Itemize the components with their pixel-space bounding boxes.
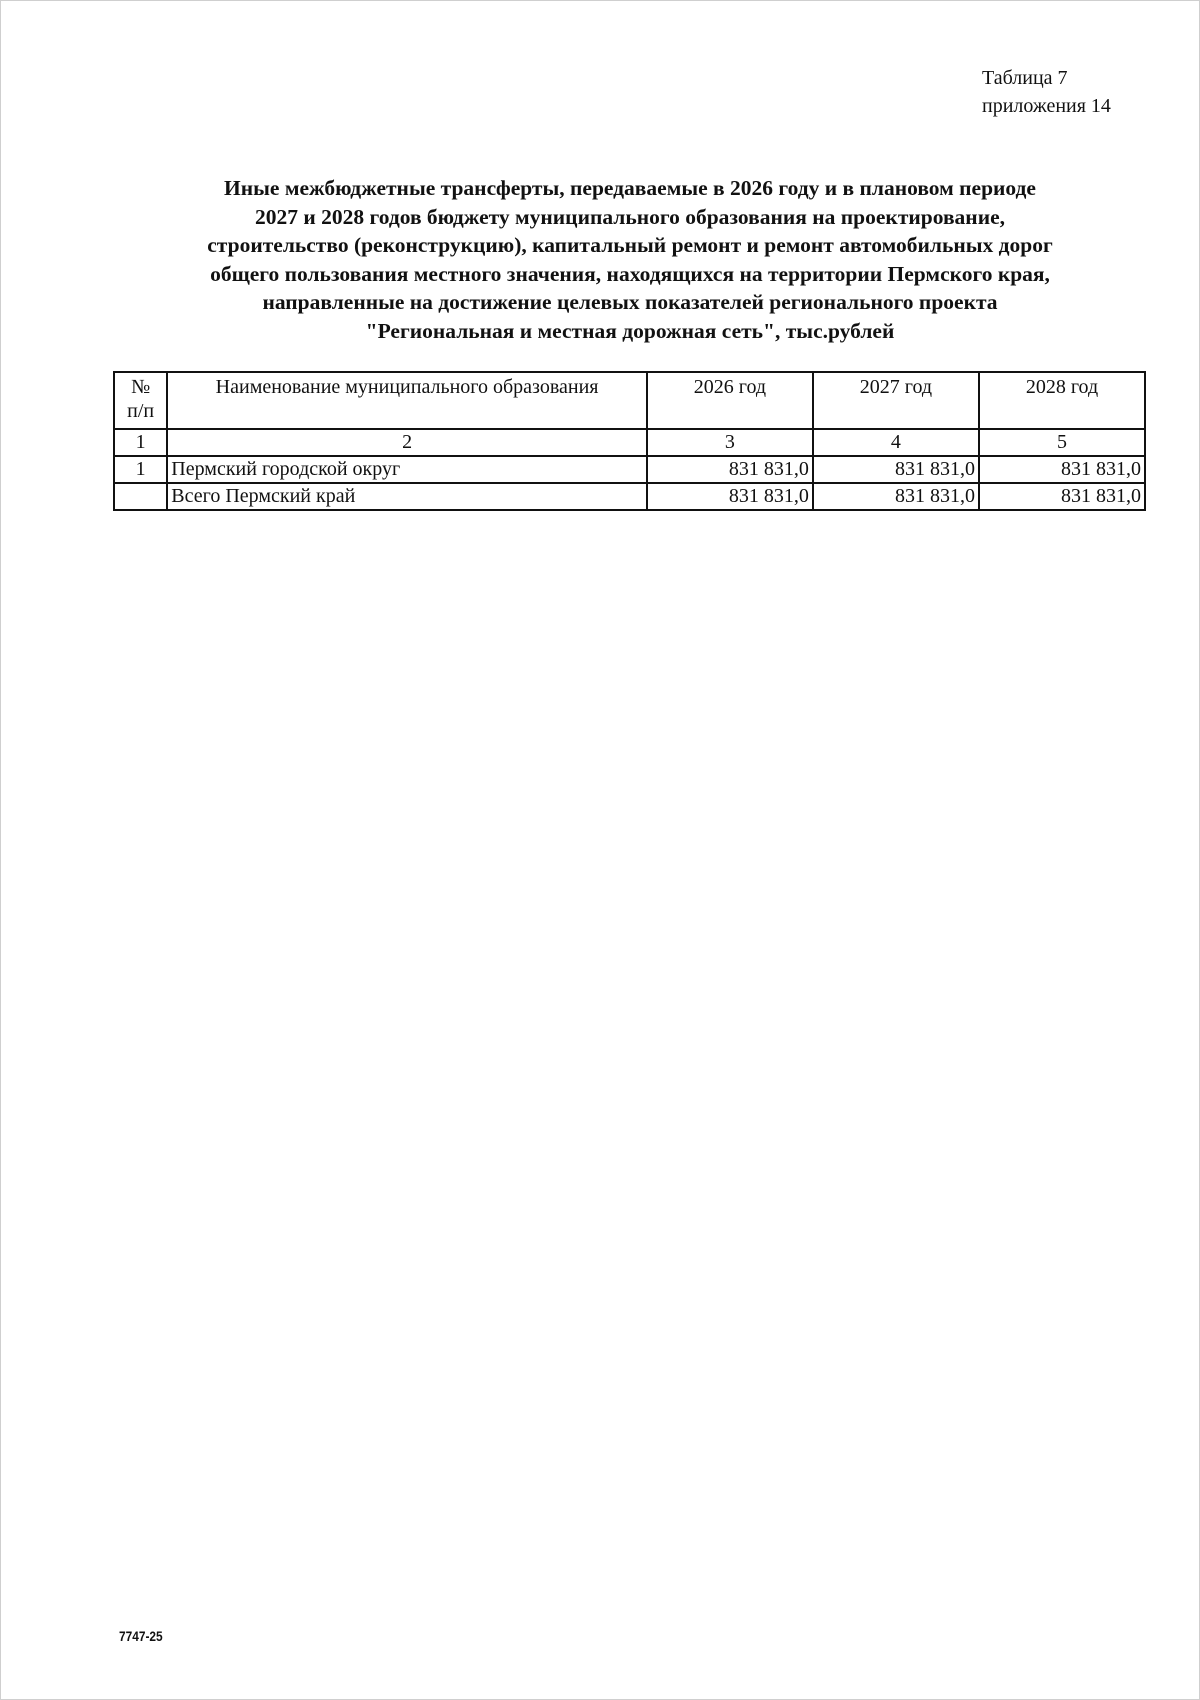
header-2028: 2028 год	[979, 372, 1145, 429]
row-number: 1	[114, 456, 167, 483]
header-name: Наименование муниципального образования	[167, 372, 647, 429]
document-code: 7747-25	[119, 1628, 163, 1644]
value-2027: 831 831,0	[813, 483, 979, 510]
header-number	[114, 372, 167, 429]
value-2026: 831 831,0	[647, 483, 813, 510]
transfers-table	[113, 371, 1146, 511]
row-number	[114, 483, 167, 510]
header-number-abbr: п/п	[127, 400, 155, 422]
table-reference	[982, 64, 1111, 120]
title-line: направленные на достижение целевых показателей регионального проекта	[262, 290, 998, 315]
column-index: 1	[114, 429, 167, 456]
title-line: Иные межбюджетные трансферты, передаваемые в 2026 году и в плановом периоде	[224, 176, 1036, 200]
appendix-ref-label: приложения 14	[982, 95, 1111, 117]
value-2027: 831 831,0	[813, 456, 979, 483]
value-2026: 831 831,0	[647, 456, 813, 483]
municipality-name: Пермский городской округ	[167, 456, 647, 483]
header-2027: 2027 год	[813, 372, 979, 429]
table-row-total	[114, 483, 1145, 510]
title-line: общего пользования местного значения, находящихся на территории Пермского края,	[210, 261, 1050, 286]
title-line: 2027 и 2028 годов бюджету муниципального образования на проектирование,	[254, 204, 1005, 229]
document-title	[150, 174, 1110, 346]
column-index: 3	[647, 429, 813, 456]
title-line: "Региональная и местная дорожная сеть", тыс.рублей	[365, 318, 895, 343]
column-index: 5	[979, 429, 1145, 456]
column-index-row	[114, 429, 1145, 456]
header-number-symbol: №	[131, 376, 151, 398]
title-line: строительство (реконструкцию), капитальный ремонт и ремонт автомобильных дорог	[207, 233, 1053, 258]
table-ref-label: Таблица 7	[982, 67, 1068, 89]
table-row	[114, 456, 1145, 483]
header-2026: 2026 год	[647, 372, 813, 429]
table-header-row	[114, 372, 1145, 429]
value-2028: 831 831,0	[979, 483, 1145, 510]
municipality-name: Всего Пермский край	[167, 483, 647, 510]
column-index: 2	[167, 429, 647, 456]
value-2028: 831 831,0	[979, 456, 1145, 483]
column-index: 4	[813, 429, 979, 456]
